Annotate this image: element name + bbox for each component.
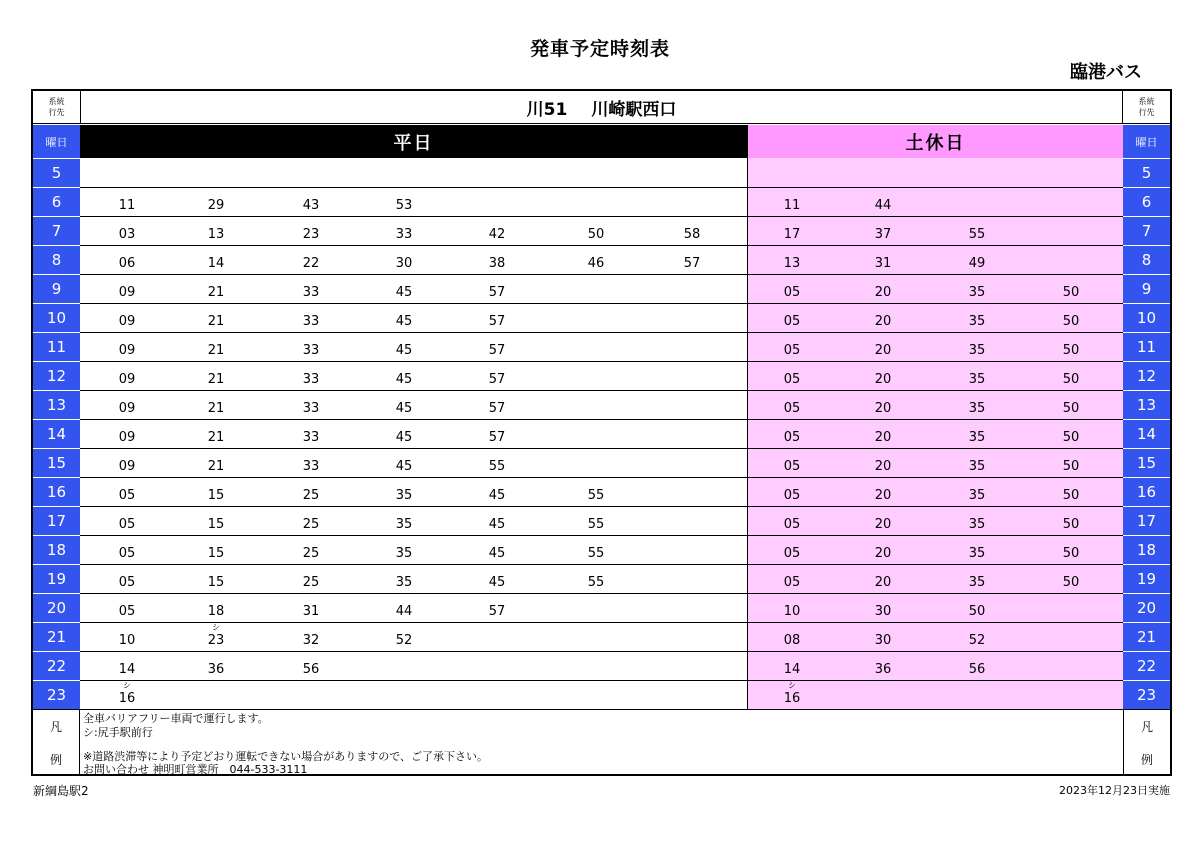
hour-cell-right: 12 <box>1123 361 1170 390</box>
weekday-minute: 31 <box>302 604 320 619</box>
weekday-minute: 42 <box>488 227 506 242</box>
weekday-minute: 15 <box>207 488 225 503</box>
weekday-minute: 43 <box>302 198 320 213</box>
weekday-minute: 46 <box>587 256 605 271</box>
holiday-minute: 35 <box>968 314 986 329</box>
legend-label-right-2: 例 <box>1140 753 1153 767</box>
weekday-minute: 58 <box>683 227 701 242</box>
holiday-minute: 35 <box>968 285 986 300</box>
via-mark: シ <box>123 681 131 690</box>
holiday-minute: 50 <box>1062 314 1080 329</box>
holiday-minute: 20 <box>874 314 892 329</box>
holiday-minute: 20 <box>874 546 892 561</box>
holiday-minute: 05 <box>783 372 801 387</box>
legend-label-right-1: 凡 <box>1140 720 1153 734</box>
holiday-minute: 20 <box>874 517 892 532</box>
weekday-minute: 16 <box>118 691 136 706</box>
holiday-minute: 20 <box>874 459 892 474</box>
holiday-minute: 35 <box>968 459 986 474</box>
holiday-minute: 50 <box>1062 459 1080 474</box>
row-divider <box>80 680 1123 681</box>
hour-cell-left: 18 <box>33 535 80 564</box>
weekday-minute: 05 <box>118 575 136 590</box>
weekday-minute: 09 <box>118 372 136 387</box>
weekday-minute: 33 <box>395 227 413 242</box>
weekday-minute: 15 <box>207 546 225 561</box>
weekday-minute: 22 <box>302 256 320 271</box>
holiday-minute: 05 <box>783 343 801 358</box>
weekday-minute: 33 <box>302 285 320 300</box>
row-divider <box>80 535 1123 536</box>
weekday-minute: 06 <box>118 256 136 271</box>
holiday-minute: 20 <box>874 285 892 300</box>
legend-line-2: シ:尻手駅前行 <box>83 726 153 739</box>
holiday-minute: 50 <box>1062 285 1080 300</box>
holiday-minute: 49 <box>968 256 986 271</box>
weekday-minute: 45 <box>395 459 413 474</box>
row-divider <box>80 419 1123 420</box>
hour-cell-right: 14 <box>1123 419 1170 448</box>
holiday-minute: 05 <box>783 517 801 532</box>
weekday-minute: 53 <box>395 198 413 213</box>
hour-cell-left: 22 <box>33 651 80 680</box>
row-divider <box>80 506 1123 507</box>
holiday-minute: 30 <box>874 604 892 619</box>
weekday-minute: 55 <box>587 488 605 503</box>
holiday-minute: 44 <box>874 198 892 213</box>
weekday-minute: 35 <box>395 546 413 561</box>
weekday-minute: 29 <box>207 198 225 213</box>
via-mark: シ <box>788 681 796 690</box>
weekday-minute: 45 <box>395 285 413 300</box>
weekday-minute: 13 <box>207 227 225 242</box>
weekday-minute: 45 <box>395 372 413 387</box>
holiday-minute: 20 <box>874 488 892 503</box>
holiday-minute: 35 <box>968 575 986 590</box>
holiday-minute: 05 <box>783 430 801 445</box>
holiday-minute: 05 <box>783 401 801 416</box>
legend-line-1: 全車バリアフリー車両で運行します。 <box>83 712 269 725</box>
hour-cell-right: 11 <box>1123 332 1170 361</box>
route-label-right-1: 系統 <box>1138 97 1155 106</box>
weekday-minute: 30 <box>395 256 413 271</box>
holiday-minute: 05 <box>783 546 801 561</box>
holiday-minute: 30 <box>874 633 892 648</box>
weekday-minute: 33 <box>302 430 320 445</box>
weekday-minute: 45 <box>395 343 413 358</box>
weekday-minute: 36 <box>207 662 225 677</box>
hour-cell-left: 13 <box>33 390 80 419</box>
holiday-minute: 20 <box>874 343 892 358</box>
hour-cell-right: 16 <box>1123 477 1170 506</box>
holiday-minute: 05 <box>783 459 801 474</box>
weekday-minute: 09 <box>118 430 136 445</box>
company-name: 臨港バス <box>1070 62 1142 83</box>
holiday-minute: 50 <box>1062 575 1080 590</box>
weekday-minute: 21 <box>207 343 225 358</box>
weekday-minute: 55 <box>587 517 605 532</box>
weekday-minute: 35 <box>395 488 413 503</box>
weekday-minute: 33 <box>302 459 320 474</box>
hour-cell-left: 23 <box>33 680 80 709</box>
hour-cell-left: 11 <box>33 332 80 361</box>
legend-label-right <box>1123 709 1170 776</box>
route-label-left-2: 行先 <box>48 108 65 117</box>
holiday-minute: 35 <box>968 343 986 358</box>
row-divider <box>80 187 1123 188</box>
weekday-minute: 57 <box>488 604 506 619</box>
hour-cell-right: 9 <box>1123 274 1170 303</box>
holiday-minute: 50 <box>1062 488 1080 503</box>
row-divider <box>80 361 1123 362</box>
weekday-minute: 21 <box>207 430 225 445</box>
holiday-minute: 05 <box>783 575 801 590</box>
legend-line-4: お問い合わせ 神明町営業所 044-533-3111 <box>83 763 308 776</box>
weekday-minute: 55 <box>488 459 506 474</box>
timetable <box>31 89 1172 776</box>
route-label-left <box>33 91 80 124</box>
holiday-minute: 05 <box>783 314 801 329</box>
weekday-minute: 25 <box>302 517 320 532</box>
route-number: 川51 <box>526 99 568 120</box>
weekday-minute: 55 <box>587 546 605 561</box>
legend-label-left-2: 例 <box>49 753 62 767</box>
holiday-minute: 50 <box>1062 343 1080 358</box>
via-mark: シ <box>212 623 220 632</box>
weekday-minute: 45 <box>488 488 506 503</box>
hour-cell-right: 17 <box>1123 506 1170 535</box>
holiday-minute: 35 <box>968 546 986 561</box>
weekday-minute: 45 <box>395 314 413 329</box>
hour-cell-right: 15 <box>1123 448 1170 477</box>
dow-label-left: 曜日 <box>33 125 80 158</box>
weekday-minute: 55 <box>587 575 605 590</box>
weekday-minute: 57 <box>488 430 506 445</box>
holiday-minute: 35 <box>968 517 986 532</box>
weekday-minute: 23 <box>302 227 320 242</box>
holiday-minute: 20 <box>874 575 892 590</box>
legend-label-left-1: 凡 <box>49 720 62 734</box>
hour-cell-right: 22 <box>1123 651 1170 680</box>
holiday-minute: 37 <box>874 227 892 242</box>
hour-cell-right: 6 <box>1123 187 1170 216</box>
weekday-minute: 57 <box>488 401 506 416</box>
weekday-minute: 57 <box>488 285 506 300</box>
weekday-minute: 09 <box>118 343 136 358</box>
holiday-minute: 16 <box>783 691 801 706</box>
weekday-minute: 32 <box>302 633 320 648</box>
holiday-minute: 35 <box>968 401 986 416</box>
holiday-minute: 50 <box>1062 430 1080 445</box>
weekday-minute: 35 <box>395 575 413 590</box>
holiday-minute: 14 <box>783 662 801 677</box>
weekday-minute: 21 <box>207 285 225 300</box>
weekday-minute: 52 <box>395 633 413 648</box>
weekday-minute: 44 <box>395 604 413 619</box>
holiday-minute: 50 <box>1062 372 1080 387</box>
holiday-minute: 50 <box>968 604 986 619</box>
holiday-minute: 52 <box>968 633 986 648</box>
weekday-minute: 33 <box>302 343 320 358</box>
holiday-minute: 35 <box>968 372 986 387</box>
holiday-minute: 56 <box>968 662 986 677</box>
hour-cell-left: 14 <box>33 419 80 448</box>
holiday-minute: 20 <box>874 430 892 445</box>
row-divider <box>80 245 1123 246</box>
weekday-minute: 57 <box>683 256 701 271</box>
effective-date: 2023年12月23日実施 <box>1059 784 1170 797</box>
weekday-minute: 50 <box>587 227 605 242</box>
holiday-minute: 35 <box>968 488 986 503</box>
weekday-minute: 57 <box>488 343 506 358</box>
weekday-minute: 03 <box>118 227 136 242</box>
hour-cell-left: 12 <box>33 361 80 390</box>
weekday-minute: 45 <box>395 430 413 445</box>
hour-cell-right: 21 <box>1123 622 1170 651</box>
weekday-minute: 38 <box>488 256 506 271</box>
legend-line-3: ※道路渋滞等により予定どおり運転できない場合がありますので、ご了承下さい。 <box>83 750 488 763</box>
row-divider <box>80 274 1123 275</box>
hour-cell-left: 19 <box>33 564 80 593</box>
route-label-right <box>1123 91 1170 124</box>
holiday-minute: 50 <box>1062 546 1080 561</box>
weekday-minute: 21 <box>207 372 225 387</box>
weekday-minute: 05 <box>118 488 136 503</box>
weekday-minute: 23 <box>207 633 225 648</box>
weekday-minute: 45 <box>488 575 506 590</box>
holiday-minute: 11 <box>783 198 801 213</box>
holiday-minute: 36 <box>874 662 892 677</box>
weekday-minute: 25 <box>302 488 320 503</box>
hour-cell-right: 18 <box>1123 535 1170 564</box>
row-divider <box>80 564 1123 565</box>
weekday-minute: 25 <box>302 546 320 561</box>
holiday-minute: 35 <box>968 430 986 445</box>
holiday-minute: 20 <box>874 401 892 416</box>
holiday-minute: 31 <box>874 256 892 271</box>
hour-cell-left: 20 <box>33 593 80 622</box>
weekday-minute: 15 <box>207 575 225 590</box>
weekday-minute: 09 <box>118 314 136 329</box>
hour-cell-right: 23 <box>1123 680 1170 709</box>
holiday-minute: 20 <box>874 372 892 387</box>
holiday-minute: 50 <box>1062 401 1080 416</box>
holiday-minute: 05 <box>783 285 801 300</box>
row-divider <box>80 303 1123 304</box>
hour-cell-left: 9 <box>33 274 80 303</box>
weekday-minute: 05 <box>118 604 136 619</box>
weekday-minute: 21 <box>207 401 225 416</box>
hour-cell-right: 13 <box>1123 390 1170 419</box>
weekday-minute: 21 <box>207 459 225 474</box>
route-header <box>80 91 1123 124</box>
hour-cell-left: 10 <box>33 303 80 332</box>
weekday-minute: 21 <box>207 314 225 329</box>
hour-cell-left: 8 <box>33 245 80 274</box>
holiday-minute: 13 <box>783 256 801 271</box>
route-label-left-1: 系統 <box>48 97 65 106</box>
hour-cell-right: 19 <box>1123 564 1170 593</box>
hour-cell-right: 8 <box>1123 245 1170 274</box>
weekday-minute: 09 <box>118 401 136 416</box>
stop-name: 新綱島駅2 <box>33 784 89 798</box>
weekday-minute: 57 <box>488 314 506 329</box>
weekday-minute: 33 <box>302 314 320 329</box>
holiday-minute: 05 <box>783 488 801 503</box>
hour-cell-left: 21 <box>33 622 80 651</box>
weekday-minute: 57 <box>488 372 506 387</box>
holiday-minute: 10 <box>783 604 801 619</box>
legend-box <box>80 709 1123 776</box>
holiday-minute: 08 <box>783 633 801 648</box>
hour-cell-right: 10 <box>1123 303 1170 332</box>
weekday-minute: 11 <box>118 198 136 213</box>
hour-cell-right: 20 <box>1123 593 1170 622</box>
legend-label-left <box>33 709 80 776</box>
page-title: 発車予定時刻表 <box>529 38 670 60</box>
weekday-minute: 14 <box>118 662 136 677</box>
holiday-minute: 55 <box>968 227 986 242</box>
weekday-minute: 33 <box>302 372 320 387</box>
weekday-minute: 45 <box>488 546 506 561</box>
hour-cell-left: 15 <box>33 448 80 477</box>
hour-cell-right: 5 <box>1123 158 1170 187</box>
hour-cell-left: 5 <box>33 158 80 187</box>
holiday-minute: 17 <box>783 227 801 242</box>
hour-cell-right: 7 <box>1123 216 1170 245</box>
weekday-minute: 10 <box>118 633 136 648</box>
row-divider <box>80 622 1123 623</box>
holiday-minute: 50 <box>1062 517 1080 532</box>
row-divider <box>80 477 1123 478</box>
route-label-right-2: 行先 <box>1138 108 1155 117</box>
weekday-minute: 33 <box>302 401 320 416</box>
row-divider <box>80 448 1123 449</box>
weekday-minute: 05 <box>118 546 136 561</box>
weekday-minute: 09 <box>118 459 136 474</box>
row-divider <box>80 651 1123 652</box>
weekday-header: 平日 <box>80 125 747 158</box>
hour-cell-left: 7 <box>33 216 80 245</box>
hour-cell-left: 17 <box>33 506 80 535</box>
weekday-minute: 56 <box>302 662 320 677</box>
weekday-minute: 45 <box>395 401 413 416</box>
weekday-minute: 25 <box>302 575 320 590</box>
row-divider <box>80 390 1123 391</box>
weekday-minute: 15 <box>207 517 225 532</box>
weekday-minute: 45 <box>488 517 506 532</box>
weekday-minute: 05 <box>118 517 136 532</box>
weekday-minute: 18 <box>207 604 225 619</box>
route-destination: 川崎駅西口 <box>591 99 677 120</box>
hour-cell-left: 16 <box>33 477 80 506</box>
weekday-minute: 35 <box>395 517 413 532</box>
dow-label-right: 曜日 <box>1123 125 1170 158</box>
weekday-minute: 14 <box>207 256 225 271</box>
row-divider <box>80 332 1123 333</box>
row-divider <box>80 593 1123 594</box>
weekday-minute: 09 <box>118 285 136 300</box>
holiday-header: 土休日 <box>747 125 1123 158</box>
row-divider <box>80 216 1123 217</box>
hour-cell-left: 6 <box>33 187 80 216</box>
